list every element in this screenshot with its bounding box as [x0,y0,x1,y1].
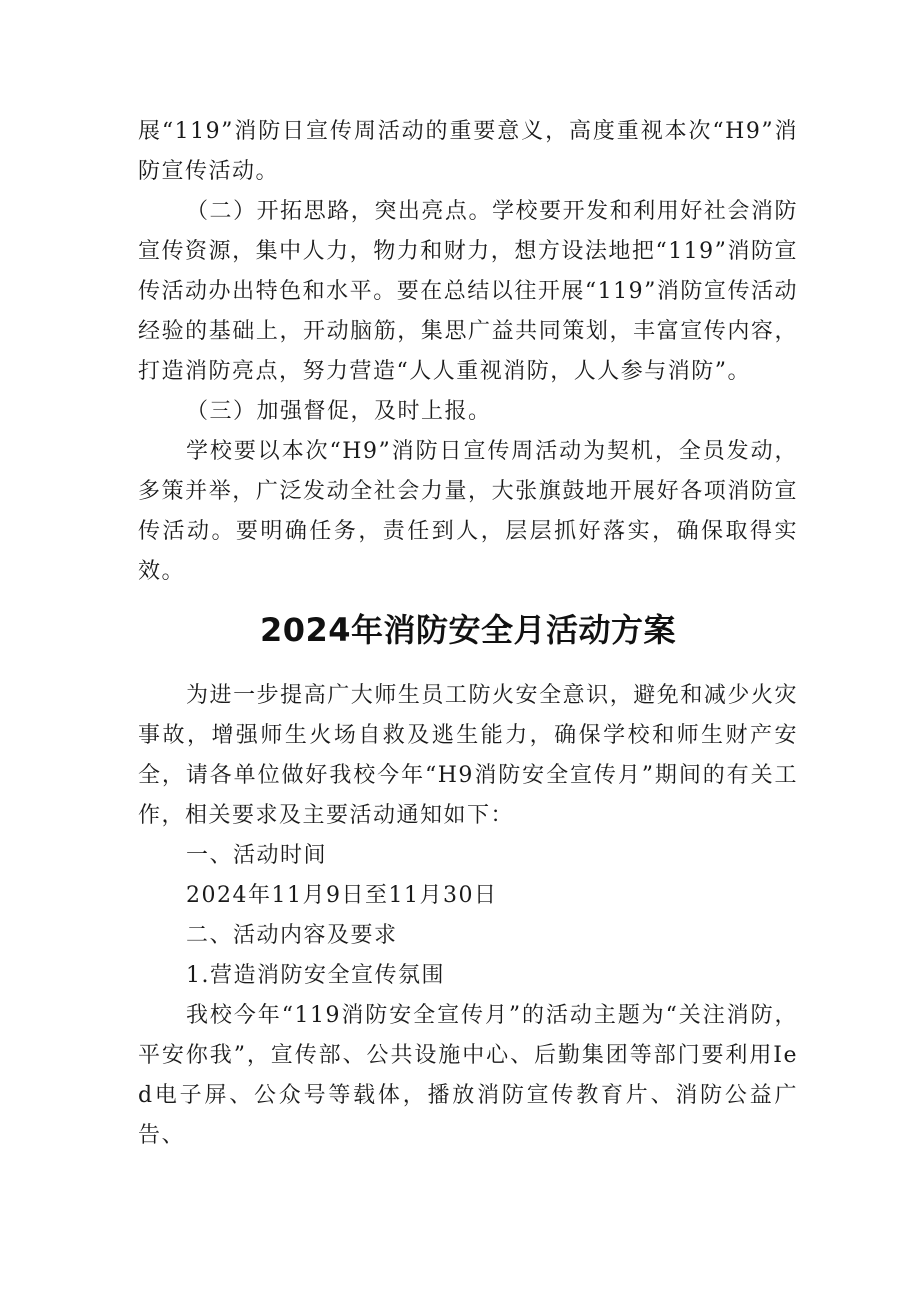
paragraph-section-three-heading: （三）加强督促，及时上报。 [186,399,492,424]
subheading-atmosphere: 1.营造消防安全宣传氛围 [186,963,445,988]
paragraph-theme: 我校今年“119消防安全宣传月”的活动主题为“关注消防，平安你我”，宣传部、公共设施中心、后勤集团等部门要利用Ied电子屏、公众号等载体，播放消防宣传教育片、消防公益广告、 [138,1003,798,1148]
paragraph-section-three-body: 学校要以本次“H9”消防日宣传周活动为契机，全员发动，多策并举，广泛发动全社会力量，大张旗鼓地开展好各项消防宣传活动。要明确任务，责任到人，层层抓好落实，确保取得实效。 [138,439,798,584]
paragraph-section-two: （二）开拓思路，突出亮点。学校要开发和利用好社会消防宣传资源，集中人力，物力和财力，想方设法地把“119”消防宣传活动办出特色和水平。要在总结以往开展“119”消防宣传活动经验的基础上，开动脑筋，集思广益共同策划，丰富宣传内容，打造消防亮点，努力营造“人人重视消防，人人参与消防”。 [138,199,798,384]
paragraph-continuation: 展“119”消防日宣传周活动的重要意义，高度重视本次“H9”消防宣传活动。 [138,119,798,184]
activity-date-range: 2024年11月9日至11月30日 [186,883,498,908]
paragraph-intro: 为进一步提高广大师生员工防火安全意识，避免和减少火灾事故，增强师生火场自救及逃生能力，确保学校和师生财产安全，请各单位做好我校今年“H9消防安全宣传月”期间的有关工作，相关要求及主要活动通知如下： [138,683,798,828]
heading-activity-content: 二、活动内容及要求 [186,923,398,948]
document-title: 2024年消防安全月活动方案 [259,611,677,649]
document-body [138,112,798,1156]
heading-activity-time: 一、活动时间 [186,843,328,868]
